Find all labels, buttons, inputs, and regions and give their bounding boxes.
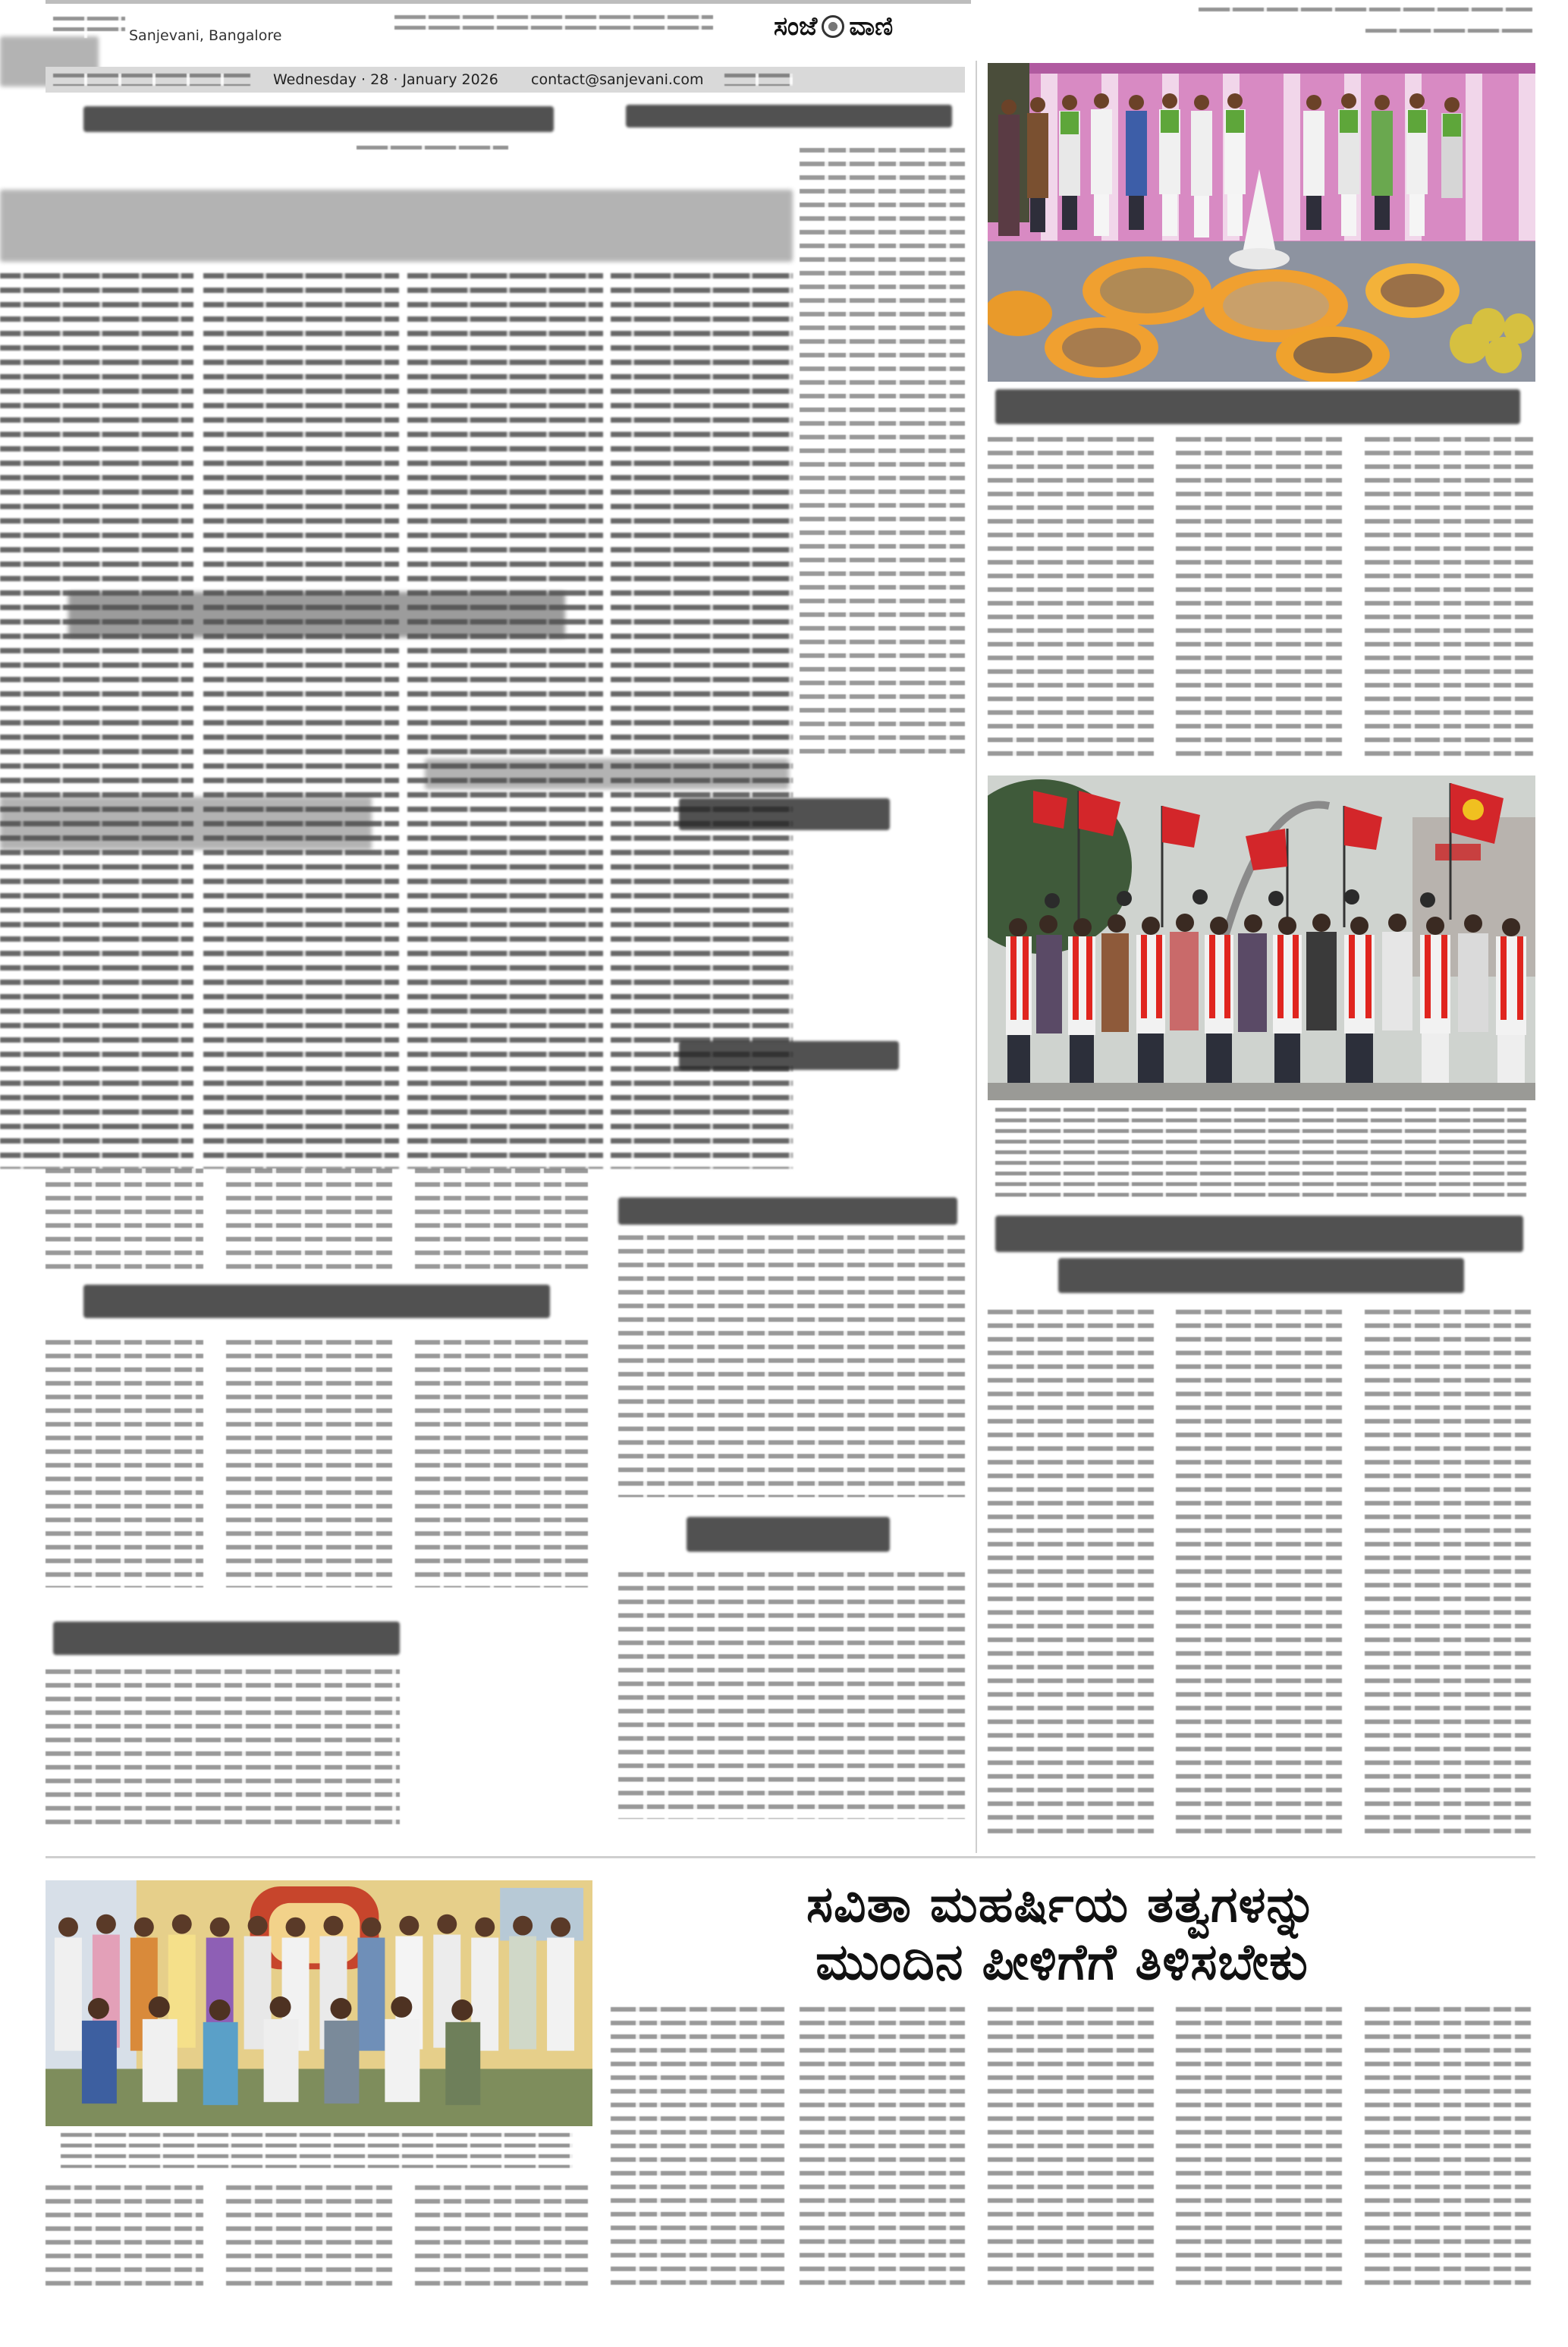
- header-right-line: [1365, 29, 1532, 39]
- lead-headline-line-1: ಸವಿತಾ ಮಹರ್ಷಿಯ ತತ್ವಗಳನ್ನು: [806, 1876, 1318, 1933]
- article-column: [800, 2007, 965, 2290]
- photo-group-image: [46, 1880, 592, 2126]
- article-column: [226, 2185, 392, 2290]
- article-column: [46, 1340, 203, 1587]
- article-column: [618, 1572, 965, 1819]
- article-column: [1176, 437, 1342, 756]
- article-column: [46, 2185, 203, 2290]
- byline: [357, 146, 508, 156]
- article-column: [988, 2007, 1154, 2290]
- header-contact-line: [394, 15, 713, 36]
- date-bar-page-tag: [724, 74, 793, 86]
- headline: [1058, 1258, 1464, 1293]
- date-bar: [46, 67, 965, 93]
- article-column: [1365, 437, 1533, 756]
- photo-harvest-festival: [988, 63, 1535, 382]
- headline: [83, 1285, 550, 1318]
- masthead-left: ಸಂಜೆ: [774, 11, 818, 42]
- photo-caption: [995, 1108, 1526, 1197]
- article-column: [800, 148, 965, 755]
- photo-caption: [61, 2133, 573, 2168]
- headline: [618, 1197, 957, 1225]
- photo-flag-rally: [988, 776, 1535, 1100]
- article-column: [46, 1669, 400, 1830]
- photo-harvest-festival-image: [988, 63, 1535, 382]
- article-column: [226, 1169, 392, 1275]
- article-column: [203, 273, 399, 1169]
- header-right-line: [1199, 8, 1532, 18]
- article-column: [415, 1340, 588, 1587]
- headline: [687, 1517, 890, 1552]
- masthead: [774, 9, 893, 44]
- article-column: [415, 2185, 588, 2290]
- bleed-through-headline: [68, 592, 565, 637]
- bleed-through-headline: [0, 190, 793, 262]
- section-divider: [46, 1856, 1535, 1858]
- lead-story-headline: [652, 1876, 1472, 1997]
- date-bar-kannada-date: [53, 74, 250, 86]
- article-column: [407, 273, 603, 1169]
- article-column: [611, 273, 793, 1169]
- article-column: [415, 1169, 588, 1275]
- article-column: [226, 1340, 392, 1587]
- headline: [626, 105, 952, 127]
- headline: [53, 1622, 400, 1655]
- top-edge-rule: [46, 0, 971, 4]
- article-column: [1365, 2007, 1531, 2290]
- article-column: [1176, 2007, 1342, 2290]
- photo-caption-headline: [995, 389, 1520, 424]
- publication-name: Sanjevani, Bangalore: [129, 27, 282, 44]
- issue-date: Wednesday · 28 · January 2026: [273, 71, 498, 88]
- article-column: [1365, 1310, 1531, 1834]
- article-column: [46, 1169, 203, 1275]
- bleed-through-headline: [425, 759, 789, 789]
- header-page-label: [53, 17, 125, 38]
- column-divider: [976, 61, 977, 1853]
- headline: [83, 106, 554, 132]
- photo-flag-rally-image: [988, 776, 1535, 1100]
- article-column: [618, 1235, 965, 1497]
- article-column: [611, 2007, 784, 2290]
- sun-emblem-icon: [822, 15, 844, 38]
- lead-headline-line-2: ಮುಂದಿನ ಪೀಳಿಗೆಗೆ ತಿಳಿಸಬೇಕು: [815, 1933, 1309, 1991]
- headline: [995, 1216, 1523, 1252]
- contact-email: contact@sanjevani.com: [531, 71, 704, 88]
- masthead-right: ವಾಣಿ: [849, 11, 894, 42]
- photo-group: [46, 1880, 592, 2126]
- article-column: [1176, 1310, 1342, 1834]
- article-column: [988, 437, 1154, 756]
- article-column: [988, 1310, 1154, 1834]
- article-column: [0, 273, 193, 1169]
- bleed-through-headline: [0, 797, 372, 850]
- headline: [679, 1041, 899, 1070]
- headline: [679, 798, 890, 830]
